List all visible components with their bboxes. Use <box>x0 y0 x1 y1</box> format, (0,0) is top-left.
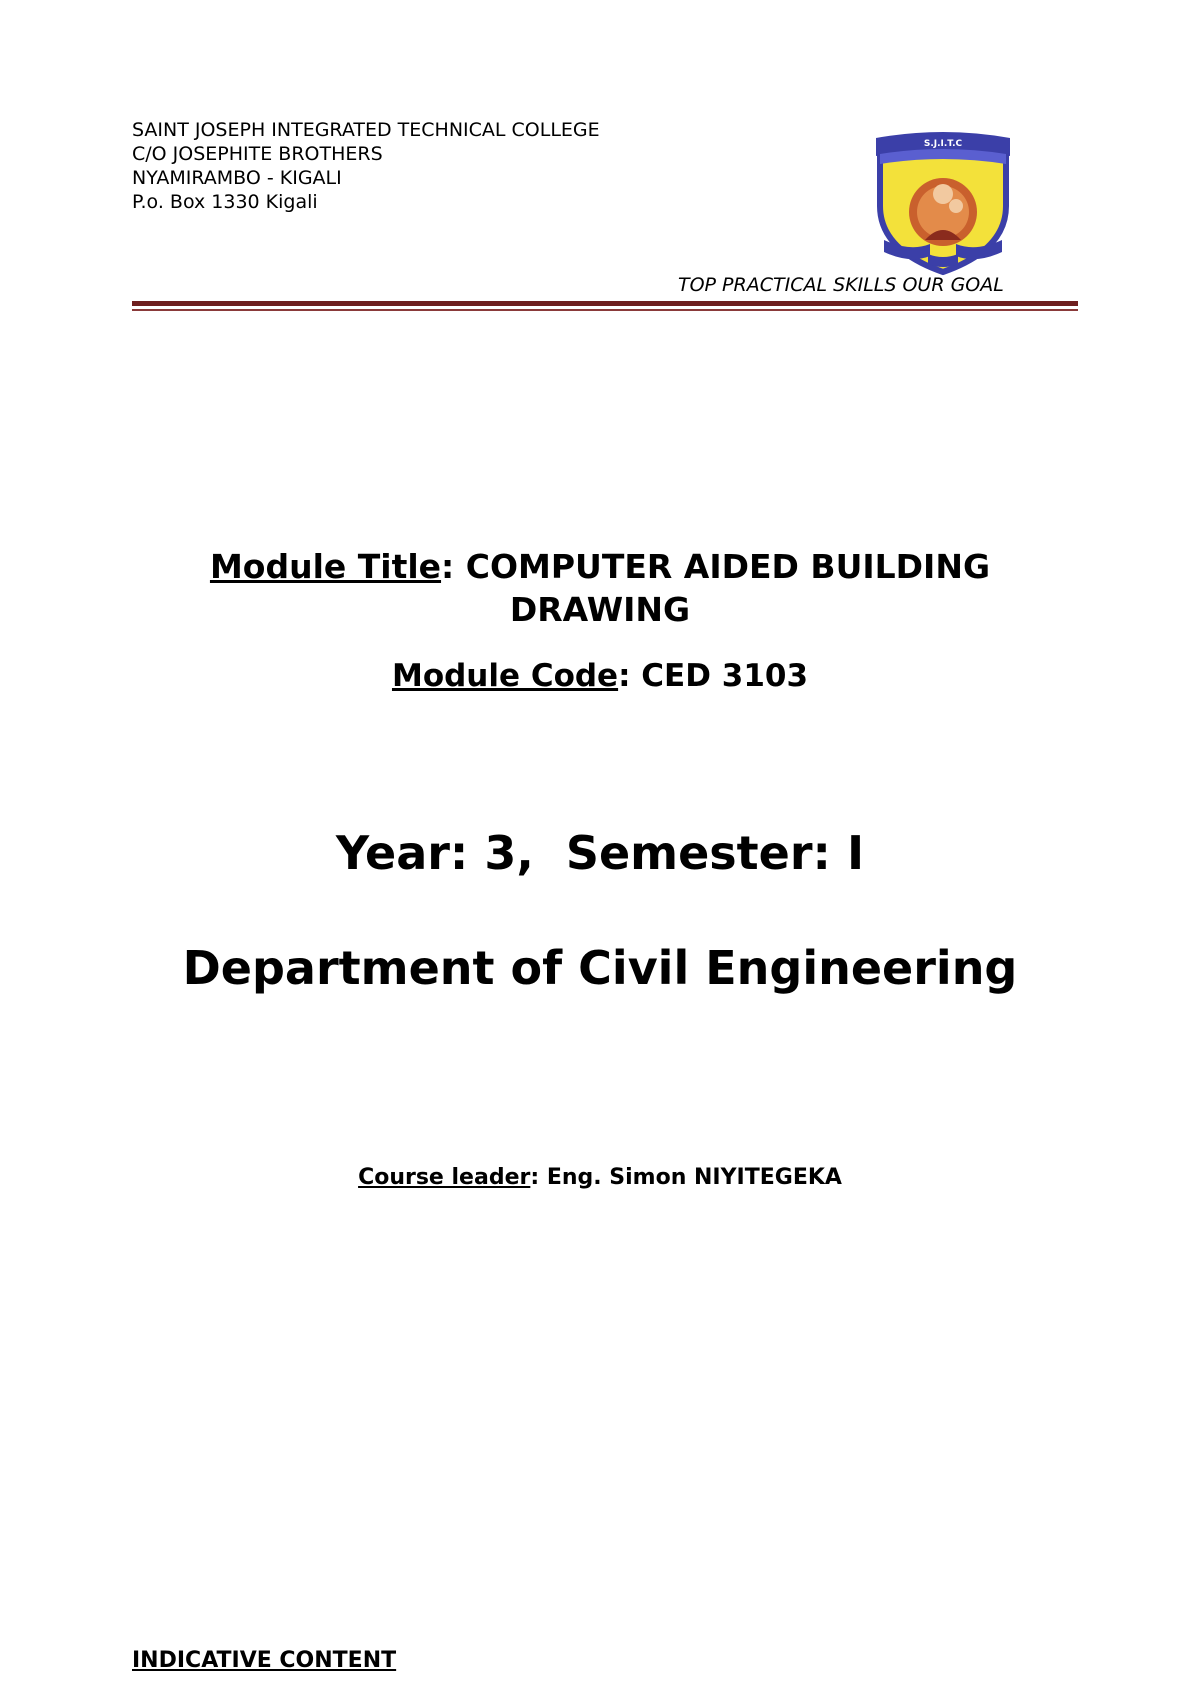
module-title-value: COMPUTER AIDED BUILDING DRAWING <box>465 547 991 629</box>
module-title-label: Module Title <box>209 547 442 586</box>
course-leader-value: Eng. Simon NIYITEGEKA <box>546 1165 842 1190</box>
year-semester: Year: 3, Semester: I <box>335 826 865 880</box>
header-divider <box>132 301 1078 306</box>
course-leader: Course leader: Eng. Simon NIYITEGEKA <box>358 1165 842 1190</box>
address-line-location: NYAMIRAMBO - KIGALI <box>132 167 342 189</box>
module-code-value: CED 3103 <box>641 658 809 694</box>
department-name: Department of Civil Engineering <box>182 941 1018 995</box>
college-address <box>132 118 600 214</box>
svg-text:S.J.I.T.C: S.J.I.T.C <box>923 139 963 149</box>
module-code-label: Module Code <box>391 658 619 694</box>
module-code: Module Code: CED 3103 <box>391 658 809 694</box>
course-leader-label: Course leader <box>358 1165 531 1190</box>
college-logo <box>870 128 1016 278</box>
indicative-content-heading: INDICATIVE CONTENT <box>132 1648 397 1673</box>
college-motto: TOP PRACTICAL SKILLS OUR GOAL <box>678 274 1004 296</box>
address-line-college-name: SAINT JOSEPH INTEGRATED TECHNICAL COLLEGE <box>132 119 600 141</box>
header-divider-thin <box>132 309 1078 311</box>
address-line-care-of: C/O JOSEPHITE BROTHERS <box>132 143 383 165</box>
address-line-po-box: P.o. Box 1330 Kigali <box>132 191 318 213</box>
module-title: Module Title: COMPUTER AIDED BUILDING DRAWING <box>209 547 991 629</box>
